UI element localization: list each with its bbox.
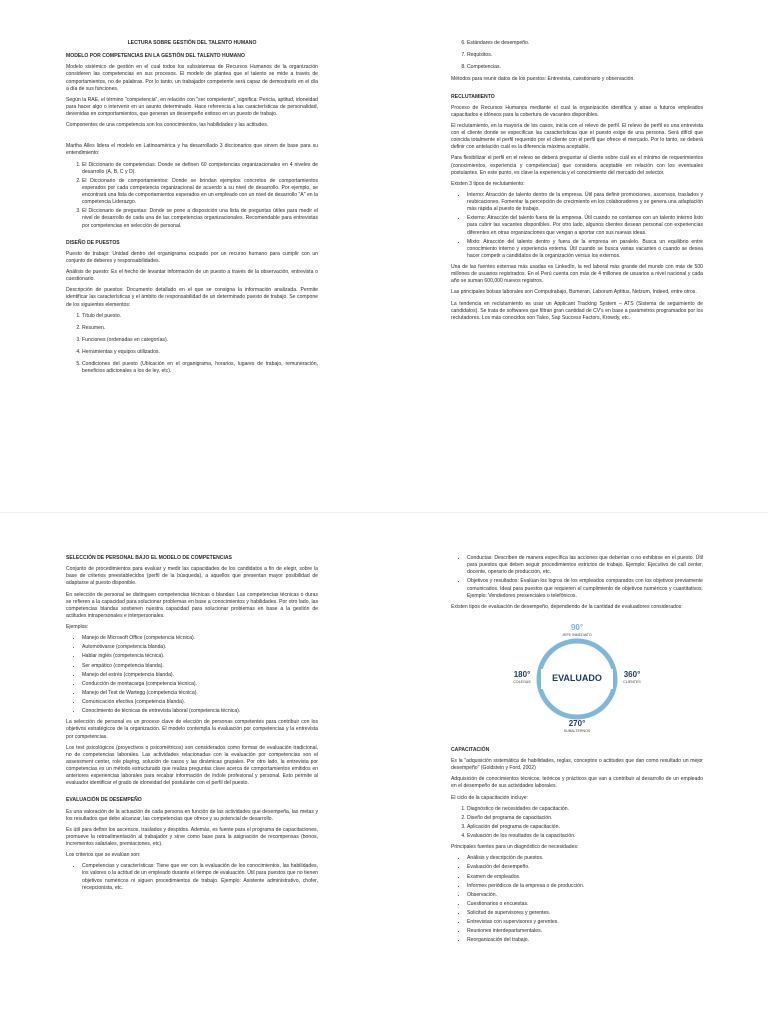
list-item: • Entrevistas con supervisores y gerentes.: [467, 919, 703, 926]
paragraph: Puesto de trabajo: Unidad dentro del organigrama ocupado por un recurso humano para cumplir con un conjunto de deberes y responsabilidades.: [66, 250, 318, 264]
paragraph: Descripción de puestos: Documento detallado en el que se consigna la información analizada. Permite identificar las características y el ámbito de responsabilidad de un determinado puesto de trabajo. Se compone de los siguientes elementos:: [66, 287, 318, 308]
list-item: • Cuestionarios o encuestas.: [467, 901, 703, 908]
degree-270-label: SUBALTERNOS: [563, 728, 591, 733]
list-item: • Automotivarse (competencia blanda).: [82, 644, 318, 651]
paragraph: Martha Alles lidera el modelo en Latinoamérica y ha desarrollado 3 diccionarios que sirven de base para su entendimiento:: [66, 143, 318, 157]
list-item: • Comunicación efectiva (competencia blanda).: [82, 699, 318, 706]
degree-360-label: CLIENTES: [623, 679, 641, 684]
list-item: 2. Diseño del programa de capacitación.: [467, 815, 703, 822]
page-1-right-column: [451, 40, 703, 326]
section-title-competency-model: MODELO POR COMPETENCIAS EN LA GESTIÓN DEL TALENTO HUMANO: [66, 53, 245, 60]
list-item: 7. Requisitos.: [467, 52, 703, 59]
evaluation-degrees-diagram: [497, 617, 657, 737]
paragraph: El ciclo de la capacitación incluye:: [451, 794, 529, 801]
degree-180-value: 180°: [513, 669, 531, 679]
list-item: • Interno: Atracción de talento dentro de la empresa. Útil para definir promociones, ascensos, traslados y reubicaciones. Fomentar la percepción de crecimiento en los colaboradores y se genera una adaptación más rápida al puesto de trabajo.: [467, 192, 703, 213]
list-item: 1. Título del puesto.: [82, 313, 318, 320]
paragraph: La tendencia en reclutamiento es usar un Applicant Tracking System – ATS (Sistema de seguimiento de candidatos). Se trata de softwares que filtran gran cantidad de CV's en base a parámetros programados por los reclutadores. Los más conocidos son Taleo, Sap Success Factors, Krowdy, etc.: [451, 300, 703, 321]
list-item: 5. Condiciones del puesto (Ubicación en el organigrama, horarios, lugares de trabajo, remuneración, beneficios adicionales a los de ley, etc).: [82, 361, 318, 375]
paragraph: Es la "adquisición sistemática de habilidades, reglas, conceptos o actitudes que dan como resultado un mejor desempeño" (Goldstein y Ford, 2002): [451, 758, 703, 772]
recruitment-types-list: [451, 192, 703, 260]
paragraph: La selección de personal es un proceso clave de elección de personas competentes para contribuir con los objetivos estratégicos de la organización. El modelo contempla la evaluación por competencias y la entrevista por competencias.: [66, 719, 318, 740]
examples-list: [66, 635, 318, 715]
list-item: • Reorganización del trabajo.: [467, 937, 703, 944]
list-item: • Análisis y descripción de puestos.: [467, 855, 703, 862]
list-item: • Competencias y características: Tiene que ver con la evaluación de los conocimientos, las habilidades, los valores o la actitud de un empleado durante el tiempo de evaluación. Útil para puestos que no tienen objetivos numéricos ni siguen procedimientos de trabajo. Ejemplo: Asistente administrativo, chofer, recepcionista, etc.: [82, 863, 318, 892]
list-item: 4. Evaluación de los resultados de la capacitación.: [467, 833, 703, 840]
list-item: • Ser empático (competencia blanda).: [82, 663, 318, 670]
list-item: 3. El Diccionario de preguntas: Donde se pone a disposición una lista de preguntas útiles para medir el nivel de desarrollo de cada una de las competencias organizacionales. Recomendable para entrevistas por competencias en selección de personal.: [82, 208, 318, 229]
list-item: • Manejo del Test de Wartegg (competencia técnica).: [82, 690, 318, 697]
document-title: LECTURA SOBRE GESTIÓN DEL TALENTO HUMANO: [127, 40, 257, 46]
paragraph: Adquisición de conocimientos técnicos, teóricos y prácticos que van a contribuir al desarrollo de un empleado en el desempeño de sus actividades laborales.: [451, 776, 703, 790]
paragraph: Proceso de Recursos Humanos mediante el cual la organización identifica y atrae a futuros empleados capacitados e idóneos para la cobertura de vacantes disponibles.: [451, 104, 703, 118]
criteria-list: [66, 863, 318, 892]
page-1-left-column: [66, 40, 318, 380]
page-2-left-column: [66, 555, 318, 896]
list-item: 2. Resumen.: [82, 325, 318, 332]
list-item: 8. Competencias.: [467, 64, 703, 71]
paragraph: Los test psicológicos (proyectivos o psicométricos) son considerados como formas de evaluación tradicional, no de competencias laborales. Las actividades relacionadas con la evaluación por competencias son el assessment center, role playing, solución de casos y las dinámicas grupales. Por otro lado, la entrevista por competencias es un método estructurado que realiza preguntas clave acerca de comportamientos emitidos en anteriores experiencias laborales para recabar información de índole profesional y personal. Esto permite al evaluador identificar el grado de idoneidad del postulante con el perfil del puesto.: [66, 744, 318, 787]
degree-90-value: 90°: [570, 622, 584, 632]
paragraph: Para flexibilizar el perfil en el relevo se deberá preguntar al cliente sobre cuál es el mínimo de requerimientos (conocimientos, experiencia y competencias) que considera aceptable en relación con los eventuales postulantes. En este punto, es clave la experiencia y el conocimiento del mercado del selector.: [451, 155, 703, 176]
list-item: • Manejo del estrés (competencia blanda).: [82, 672, 318, 679]
list-item: 1. El Diccionario de competencias: Donde se definen 60 competencias organizacionales en 4 niveles de desarrollo (A, B, C y D).: [82, 162, 318, 176]
degree-90-label: JEFE INMEDIATO: [562, 632, 592, 637]
list-item: 4. Herramientas y equipos utilizados.: [82, 349, 318, 356]
paragraph: Los criterios que se evalúan son:: [66, 852, 141, 859]
criteria-list-continued: [451, 555, 703, 600]
dictionaries-list: [66, 162, 318, 230]
list-item: • Manejo de Microsoft Office (competencia técnica).: [82, 635, 318, 642]
list-item: • Observación.: [467, 892, 703, 899]
paragraph: En selección de personal se distinguen competencias técnicas o blandas: Las competencias técnicas o duras se refieren a la capacidad para solucionar problemas en base a conocimientos y habilidades. Por otro lado, las competencias blandas sostienen nuestra capacidad para solucionar problemas en base a la gestión de actitudes intrapersonales e interpersonales.: [66, 591, 318, 619]
diagnosis-sources-list: [451, 855, 703, 944]
list-item: • Hablar inglés (competencia técnica).: [82, 653, 318, 660]
paragraph: El reclutamiento, en la mayoría de los casos, inicia con el relevo de perfil. El relevo de perfil es una entrevista con el cliente donde se especifican las características que el puesto exige de una persona. Será difícil que coincida totalmente el perfil requerido por el cliente con el perfil que ofrece el mercado. Por lo tanto, se deberá definir con antelación cuál es la diferencia máxima aceptable.: [451, 122, 703, 151]
paragraph: Una de las fuentes externas más usadas es LinkedIn, la red laboral más grande del mundo con más de 500 millones de usuarios registrados. En el Perú cuenta con más de 4 millones de usuarios a nivel nacional y cada año se suman 600,000 nuevos registros.: [451, 264, 703, 285]
section-title-recruitment: RECLUTAMIENTO: [451, 93, 495, 100]
list-item: • Conocimiento de técnicas de entrevista laboral (competencia técnica).: [82, 708, 318, 715]
training-cycle-list: [451, 806, 703, 841]
evaluado-label: EVALUADO: [552, 672, 602, 683]
paragraph: Modelo sistémico de gestión en el cual todos los subsistemas de Recursos Humanos de la organización consideren las competencias en sus procesos. El modelo de plantea que el talento se mide a través de comportamientos, no de palabras. Por lo tanto, un trabajador competente será capaz de demostrarlo en el día a día de sus funciones.: [66, 64, 318, 92]
degree-360-value: 360°: [623, 669, 641, 679]
paragraph: Principales fuentes para un diagnóstico de necesidades:: [451, 844, 579, 851]
section-title-selection: SELECCIÓN DE PERSONAL BAJO EL MODELO DE COMPETENCIAS: [66, 555, 232, 561]
degree-180-label: COLEGAS: [513, 679, 531, 684]
job-elements-list: [66, 313, 318, 376]
list-item: • Examen de empleados.: [467, 874, 703, 881]
list-item: • Externo: Atracción del talento fuera de la empresa. Útil cuando no contamos con un talento interno listo para cubrir las vacantes disponibles. Por otro lado, algunos clientes desean personal con experiencias diferentes en otras organizaciones que vengan a aportar con sus nuevas ideas.: [467, 215, 703, 236]
list-item: • Solicitud de supervisores y gerentes.: [467, 910, 703, 917]
paragraph: Componentes de una competencia son los conocimientos, las habilidades y las actitudes.: [66, 122, 269, 129]
paragraph: Es una valoración de la actuación de cada persona en función de las actividades que desempeña, las metas y los resultados que debe alcanzar, las competencias que ofrece y su potencial de desarrollo.: [66, 808, 318, 822]
job-elements-list-continued: [451, 40, 703, 71]
list-item: • Objetivos y resultados: Evalúan los logros de los empleados comparados con los objetivos previamente comunicados. Ideal para puestos que requieren el cumplimiento de objetivos numéricos y cuantitativos. Ejemplo: Vendedores presenciales o telefónicos.: [467, 578, 703, 599]
page-2: [0, 512, 768, 1025]
list-item: • Reuniones interdepartamentales.: [467, 928, 703, 935]
degree-270-value: 270°: [568, 718, 586, 728]
paragraph: Según la RAE, el término "competencia", en relación con "ser competente", significa: Pericia, aptitud, idoneidad para hacer algo o intervenir en un asunto determinado. Hace referencia a las características de personalidad, devenidas en comportamientos, que generan un desempeño exitoso en un puesto de trabajo.: [66, 96, 318, 117]
list-item: • Mixto: Atracción del talento dentro y fuera de la empresa en paralelo. Busca un equilibrio entre conocimiento interno y experiencia externa. Útil cuando se busca varias vacantes o cuando se desea hacer competir a candidatos de la organización versus los externos.: [467, 239, 703, 260]
list-item: 2. El Diccionario de comportamientos: Donde se brindan ejemplos concretos de comportamientos esperados por cada competencia organizacional de acuerdo a su nivel de desarrollo. Por ejemplo, se encontrará una lista de comportamientos esperados en un empleado con un nivel de desarrollo "A" en la competencia Liderazgo.: [82, 178, 318, 207]
list-item: • Evaluación del desempeño.: [467, 864, 703, 871]
paragraph: Las principales bolsas laborales son Computrabajo, Bumeran, Laborum Aptitus, Netzum, Indeed, entre otros.: [451, 289, 697, 296]
list-item: 3. Funciones (ordenadas en categorías).: [82, 337, 318, 344]
list-item: • Conductas: Describen de manera específica las acciones que deberían o no exhibirse en el puesto. Útil para puestos que deben seguir procedimientos estrictos de trabajo. Ejemplo: Ejecutivo de call center, docente, operario de producción, etc.: [467, 555, 703, 576]
list-item: • Informes periódicos de la empresa o de producción.: [467, 883, 703, 890]
paragraph: Análisis de puesto: Es el hecho de levantar información de un puesto a través de la observación, entrevista o cuestionario.: [66, 269, 318, 283]
paragraph: Existen 3 tipos de reclutamiento:: [451, 180, 525, 187]
section-title-training: CAPACITACIÓN: [451, 746, 490, 753]
paragraph: Es útil para definir los ascensos, traslados y despidos. Además, es fuente para el programa de capacitaciones, promueve la retroalimentación al trabajador y sirve como base para la asignación de recompensas (bonos, incrementos salariales, premiaciones, etc).: [66, 826, 318, 847]
paragraph: Conjunto de procedimientos para evaluar y medir las capacidades de los candidatos a fin de elegir, sobre la base de criterios preestablecidos (perfil de la búsqueda), a aquellos que presentan mayor posibilidad de adaptarse al puesto disponible.: [66, 566, 318, 587]
page-1: [0, 0, 768, 512]
section-title-performance: EVALUACIÓN DE DESEMPEÑO: [66, 797, 142, 804]
section-title-job-design: DISEÑO DE PUESTOS: [66, 239, 120, 246]
paragraph: Existen tipos de evaluación de desempeño, dependiendo de la cantidad de evaluadores considerados:: [451, 603, 683, 610]
list-item: • Conducción de montacarga (competencia técnica).: [82, 681, 318, 688]
list-item: 1. Diagnóstico de necesidades de capacitación.: [467, 806, 703, 813]
list-item: 3. Aplicación del programa de capacitación.: [467, 824, 703, 831]
list-item: 6. Estándares de desempeño.: [467, 40, 703, 47]
page-2-right-column: [451, 555, 703, 949]
paragraph: Métodos para reunir datos de los puestos: Entrevista, cuestionario y observación.: [451, 76, 635, 83]
paragraph: Ejemplos:: [66, 624, 89, 630]
